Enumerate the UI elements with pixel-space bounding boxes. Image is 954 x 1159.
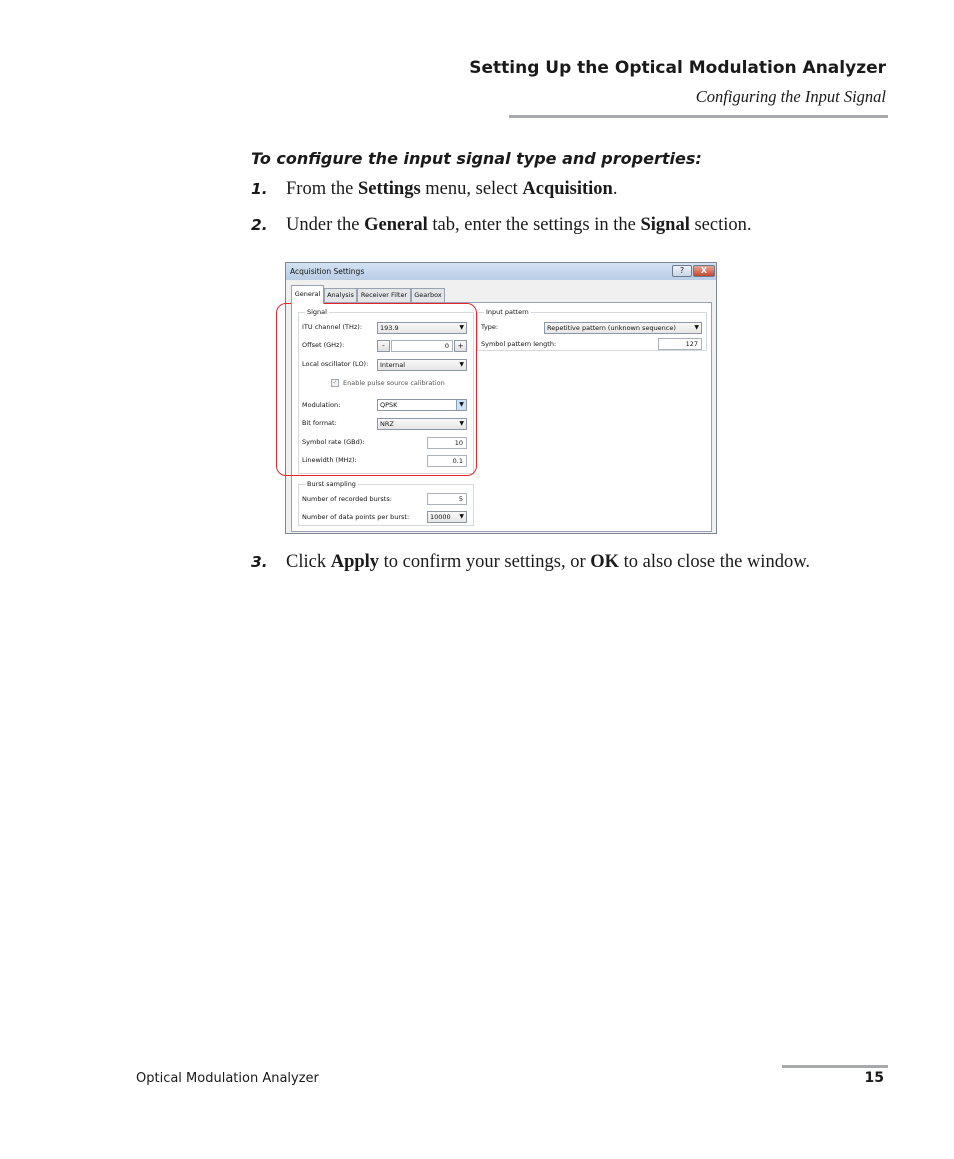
bit-format-value: NRZ bbox=[380, 420, 394, 428]
chevron-down-icon: ▼ bbox=[459, 420, 464, 427]
local-oscillator-value: Internal bbox=[380, 361, 406, 369]
pattern-type-value: Repetitive pattern (unknown sequence) bbox=[547, 324, 676, 332]
tab-general[interactable]: General bbox=[291, 285, 324, 304]
linewidth-label: Linewidth (MHz): bbox=[302, 456, 357, 464]
modulation-value: QPSK bbox=[380, 401, 398, 409]
step-bold: Signal bbox=[640, 215, 690, 235]
pulse-calibration-label: Enable pulse source calibration bbox=[343, 379, 445, 387]
step-number: 2. bbox=[251, 216, 268, 234]
step-text-part: From the bbox=[286, 179, 358, 199]
footer-rule bbox=[782, 1065, 888, 1068]
pattern-type-select[interactable] bbox=[544, 322, 702, 334]
tab-receiver-filter[interactable]: Receiver Filter bbox=[357, 288, 411, 303]
recorded-bursts-label: Number of recorded bursts: bbox=[302, 495, 392, 503]
tab-analysis[interactable]: Analysis bbox=[324, 288, 357, 303]
input-pattern-group-label: Input pattern bbox=[486, 308, 529, 316]
step-text-part: menu, select bbox=[420, 179, 523, 199]
pattern-length-label: Symbol pattern length: bbox=[481, 340, 557, 348]
step-text-part: section. bbox=[689, 215, 752, 235]
step-text bbox=[286, 552, 810, 573]
chapter-title: Setting Up the Optical Modulation Analyzer bbox=[469, 58, 886, 78]
offset-decrement-button[interactable]: - bbox=[377, 340, 390, 352]
pulse-calibration-checkbox[interactable]: ✓ bbox=[332, 379, 338, 386]
tab-gearbox[interactable]: Gearbox bbox=[411, 288, 445, 303]
pattern-length-input[interactable]: 127 bbox=[658, 338, 702, 350]
step-text-part: . bbox=[612, 179, 618, 199]
page-number: 15 bbox=[864, 1070, 884, 1086]
input-pattern-group bbox=[477, 308, 707, 351]
points-per-burst-value: 10000 bbox=[430, 513, 451, 521]
step-text bbox=[286, 179, 617, 200]
offset-label: Offset (GHz): bbox=[302, 341, 345, 349]
itu-channel-value: 193.9 bbox=[380, 324, 399, 332]
chevron-down-icon: ▼ bbox=[459, 361, 464, 368]
linewidth-input[interactable]: 0.1 bbox=[427, 455, 467, 467]
offset-input[interactable]: 0 bbox=[391, 340, 453, 352]
chevron-down-icon: ▼ bbox=[459, 324, 464, 331]
section-title: Configuring the Input Signal bbox=[695, 87, 886, 106]
step-bold: Apply bbox=[330, 552, 380, 572]
header-rule bbox=[509, 115, 888, 118]
signal-highlight-outline bbox=[276, 303, 477, 476]
dialog-title: Acquisition Settings bbox=[290, 267, 365, 276]
step-bold: Acquisition bbox=[522, 179, 613, 199]
burst-sampling-group-label: Burst sampling bbox=[307, 480, 356, 488]
dialog-titlebar bbox=[286, 263, 716, 280]
points-per-burst-select[interactable] bbox=[427, 511, 467, 523]
step-bold: OK bbox=[590, 552, 620, 572]
procedure-title: To configure the input signal type and properties: bbox=[251, 149, 702, 168]
step-number: 1. bbox=[251, 180, 268, 198]
points-per-burst-label: Number of data points per burst: bbox=[302, 513, 410, 521]
close-button[interactable]: X bbox=[693, 265, 715, 277]
symbol-rate-label: Symbol rate (GBd): bbox=[302, 438, 365, 446]
signal-group-label: Signal bbox=[307, 308, 327, 316]
local-oscillator-label: Local oscillator (LO): bbox=[302, 360, 369, 368]
chevron-down-icon: ▼ bbox=[694, 324, 699, 331]
step-text-part: to also close the window. bbox=[619, 552, 810, 572]
step-text-part: tab, enter the settings in the bbox=[427, 215, 641, 235]
step-bold: Settings bbox=[357, 179, 421, 199]
step-text-part: Click bbox=[286, 552, 331, 572]
chevron-down-icon: ▼ bbox=[459, 513, 464, 520]
chevron-down-icon: ▼ bbox=[456, 400, 466, 410]
footer-product: Optical Modulation Analyzer bbox=[136, 1071, 319, 1086]
offset-increment-button[interactable]: + bbox=[454, 340, 467, 352]
symbol-rate-input[interactable]: 10 bbox=[427, 437, 467, 449]
modulation-label: Modulation: bbox=[302, 401, 341, 409]
step-text-part: Under the bbox=[286, 215, 365, 235]
itu-channel-label: ITU channel (THz): bbox=[302, 323, 363, 331]
bit-format-label: Bit format: bbox=[302, 419, 337, 427]
step-bold: General bbox=[364, 215, 428, 235]
recorded-bursts-input[interactable]: 5 bbox=[427, 493, 467, 505]
step-number: 3. bbox=[251, 553, 268, 571]
step-text bbox=[286, 215, 752, 236]
pattern-type-label: Type: bbox=[481, 323, 499, 331]
step-text-part: to confirm your settings, or bbox=[379, 552, 591, 572]
help-button[interactable]: ? bbox=[672, 265, 692, 277]
burst-sampling-group bbox=[298, 480, 474, 526]
